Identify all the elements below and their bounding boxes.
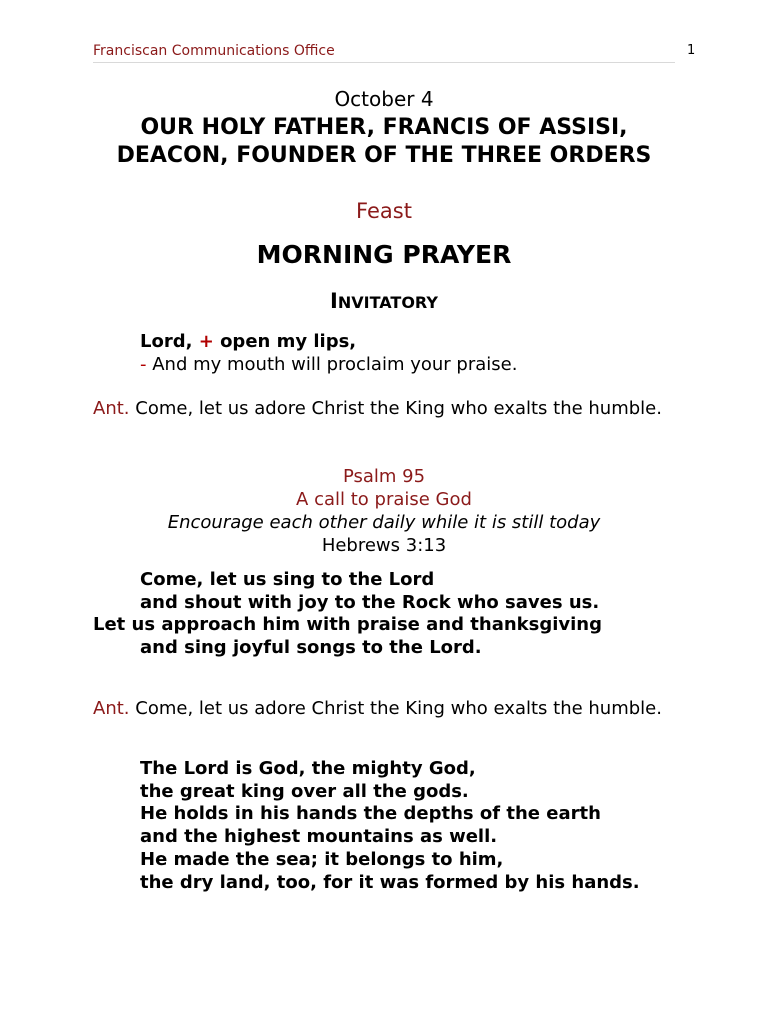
antiphon-text: Come, let us adore Christ the King who exalts the humble. — [135, 398, 662, 419]
section-title-rest: NVITATORY — [337, 293, 438, 312]
psalm-quote: Encourage each other daily while it is still today — [167, 512, 601, 533]
psalm-heading — [93, 465, 675, 557]
antiphon-label: Ant. — [93, 398, 130, 419]
response-dash: - — [140, 354, 147, 375]
hour-title: MORNING PRAYER — [256, 240, 512, 269]
psalm-number: Psalm 95 — [342, 466, 426, 487]
psalm-stanza-2 — [93, 758, 675, 894]
antiphon — [93, 397, 675, 420]
stanza-line: He holds in his hands the depths of the earth — [140, 803, 601, 825]
antiphon-label: Ant. — [93, 698, 130, 719]
response-line — [140, 353, 517, 376]
stanza-line: and sing joyful songs to the Lord. — [140, 637, 482, 659]
page-header — [93, 43, 696, 63]
versicle-line1-end: open my lips, — [213, 331, 357, 352]
page-number: 1 — [687, 43, 696, 58]
antiphon-repeat — [93, 697, 675, 720]
stanza-line: The Lord is God, the mighty God, — [140, 758, 476, 779]
psalm-stanza-1 — [93, 569, 675, 660]
stanza-line: Let us approach him with praise and thanksgiving — [93, 614, 602, 636]
stanza-line-wrapped — [93, 872, 675, 895]
stanza-line: Come, let us sing to the Lord — [140, 569, 435, 590]
stanza-line-wrapped — [93, 614, 675, 637]
psalm-subtitle: A call to praise God — [296, 489, 472, 510]
cross-sign: + — [198, 331, 214, 352]
antiphon-text: Come, let us adore Christ the King who exalts the humble. — [135, 698, 662, 719]
section-title — [93, 288, 675, 316]
header-title: Franciscan Communications Office — [93, 43, 335, 59]
opening-versicle — [140, 330, 517, 376]
stanza-line: He made the sea; it belongs to him, — [140, 848, 504, 870]
feast-date: October 4 — [334, 87, 434, 111]
psalm-reference: Hebrews 3:13 — [321, 535, 447, 556]
feast-rank: Feast — [356, 199, 412, 223]
stanza-line: the great king over all the gods. — [140, 780, 469, 802]
feast-title: OUR HOLY FATHER, FRANCIS OF ASSISI, DEACON, FOUNDER OF THE THREE ORDERS — [116, 115, 652, 168]
response-text: And my mouth will proclaim your praise. — [146, 354, 518, 375]
versicle-line1-start: Lord, — [140, 331, 199, 352]
stanza-line: the dry land, too, for it was formed by his hands. — [140, 871, 640, 893]
versicle-line — [140, 330, 517, 353]
stanza-line: and the highest mountains as well. — [140, 826, 498, 848]
section-title-initial: I — [330, 289, 338, 313]
stanza-line: and shout with joy to the Rock who saves us. — [140, 591, 600, 613]
